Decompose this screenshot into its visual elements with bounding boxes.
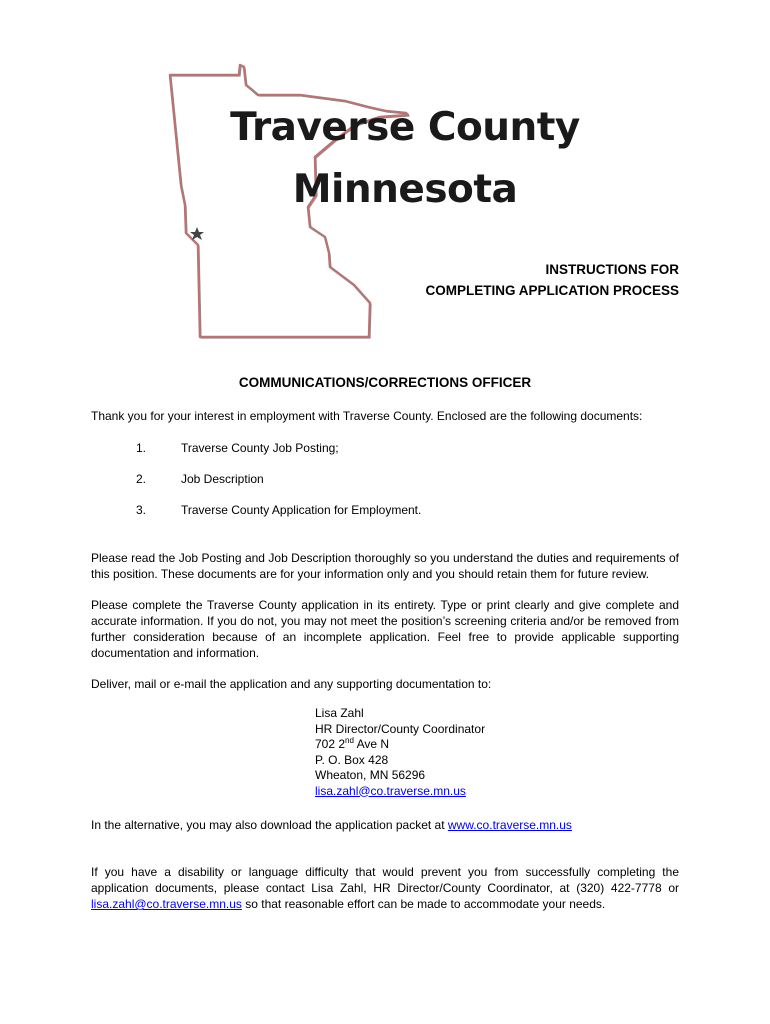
contact-address — [315, 706, 485, 799]
instructions-heading — [425, 259, 679, 301]
list-item-number: 2. — [136, 472, 147, 486]
paragraph-complete: Please complete the Traverse County application in its entirety. Type or print clearly and give complete and accurate information. If you do not, you may not meet the position’s screening criteria and/or be removed from further consideration because of an incomplete application. Feel free to provide applicable supporting documentation and information. — [91, 598, 679, 660]
list-item — [136, 503, 421, 517]
list-item-number: 1. — [136, 441, 147, 455]
list-item — [136, 441, 339, 455]
list-item-label: Traverse County Application for Employment. — [181, 503, 422, 517]
alternative-text: In the alternative, you may also download the application packet at www.co.traverse.mn.us — [91, 818, 572, 832]
intro-text: Thank you for your interest in employment with Traverse County. Enclosed are the following documents: — [91, 409, 643, 423]
disability-email-link[interactable]: lisa.zahl@co.traverse.mn.us — [91, 897, 242, 911]
list-item-label: Traverse County Job Posting; — [181, 441, 339, 455]
instructions-line-2: COMPLETING APPLICATION PROCESS — [425, 283, 679, 298]
position-title: COMMUNICATIONS/CORRECTIONS OFFICER — [238, 375, 532, 390]
contact-name: Lisa Zahl — [315, 706, 364, 720]
website-link[interactable]: www.co.traverse.mn.us — [447, 818, 572, 832]
contact-street: 702 2nd Ave N — [315, 736, 390, 751]
deliver-text: Deliver, mail or e-mail the application and any supporting documentation to: — [91, 677, 492, 691]
contact-city: Wheaton, MN 56296 — [315, 768, 426, 782]
disability-text: If you have a disability or language difficulty that would prevent you from successfully completing the application documents, please contact Lisa Zahl, HR Director/County Coordinator, at (320) 422-7778 or lisa.zahl@co.traverse.mn.us so that reasonable effort can be made to accommodate your needs. — [91, 865, 679, 911]
title-line-1: Traverse County — [230, 105, 580, 150]
contact-title: HR Director/County Coordinator — [315, 721, 486, 736]
paragraph-read: Please read the Job Posting and Job Description thoroughly so you understand the duties and requirements of this position. These documents are for your information only and you should retain them for future review. — [91, 551, 679, 581]
title-line-2: Minnesota — [292, 167, 518, 212]
contact-email-link[interactable]: lisa.zahl@co.traverse.mn.us — [315, 783, 466, 798]
list-item — [136, 472, 264, 486]
list-item-number: 3. — [136, 503, 147, 517]
contact-po-box: P. O. Box 428 — [315, 752, 389, 767]
instructions-line-1: INSTRUCTIONS FOR — [545, 262, 679, 277]
list-item-label: Job Description — [181, 472, 264, 486]
